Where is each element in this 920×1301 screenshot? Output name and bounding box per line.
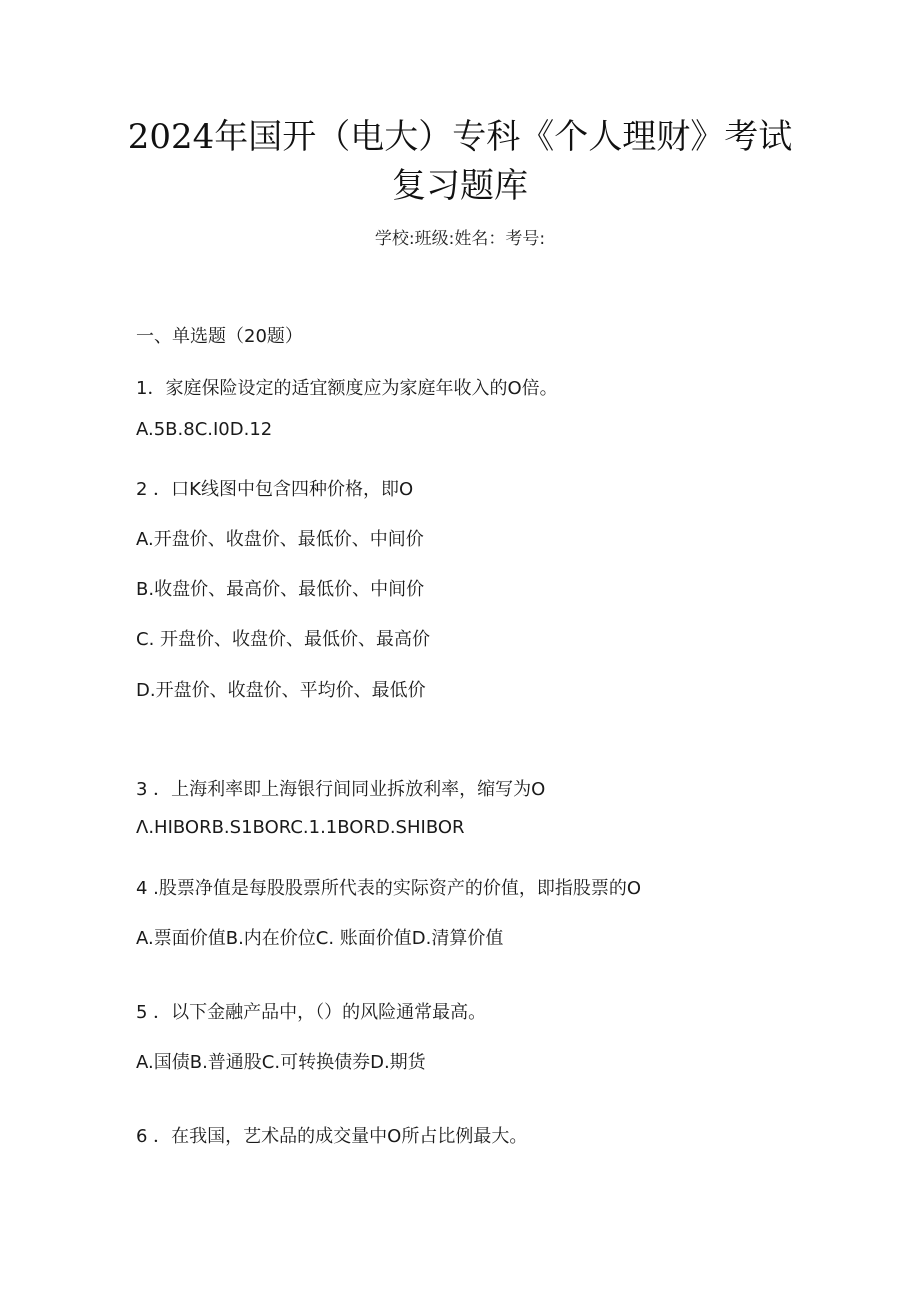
question-2-option-c: C. 开盘价、收盘价、最低价、最高价 xyxy=(136,629,431,650)
question-6-stem: 6 ．在我国，艺术品的成交量中O所占比例最大。 xyxy=(136,1126,528,1147)
section-heading: 一、单选题（20题） xyxy=(136,326,303,347)
document-title-line-2: 复习题库 xyxy=(392,166,528,206)
question-3-stem: 3 ．上海利率即上海银行间同业拆放利率，缩写为O xyxy=(136,779,546,800)
document-title-line-1: 2024年国开（电大）专科《个人理财》考试 xyxy=(127,117,793,157)
question-2-option-b: B.收盘价、最高价、最低价、中间价 xyxy=(136,579,425,600)
question-2-stem: 2 ．口K线图中包含四种价格，即O xyxy=(136,479,414,500)
question-4-stem: 4 .股票净值是每股股票所代表的实际资产的价值，即指股票的O xyxy=(136,878,642,899)
question-3-options: Λ.HIBORB.S1BORC.1.1BORD.SHIBOR xyxy=(136,817,465,838)
question-5-stem: 5 ．以下金融产品中，（）的风险通常最高。 xyxy=(136,1002,487,1023)
question-5-options: A.国债B.普通股C.可转换债券D.期货 xyxy=(136,1052,426,1073)
question-1-stem: 1．家庭保险设定的适宜额度应为家庭年收入的O倍。 xyxy=(136,378,558,399)
question-2-option-a: A.开盘价、收盘价、最低价、中间价 xyxy=(136,529,424,550)
student-info-line: 学校:班级:姓名：考号: xyxy=(374,229,546,249)
question-1-options: A.5B.8C.I0D.12 xyxy=(136,419,273,440)
question-4-options: A.票面价值B.内在价位C. 账面价值D.清算价值 xyxy=(136,928,504,949)
question-2-option-d: D.开盘价、收盘价、平均价、最低价 xyxy=(136,680,426,701)
